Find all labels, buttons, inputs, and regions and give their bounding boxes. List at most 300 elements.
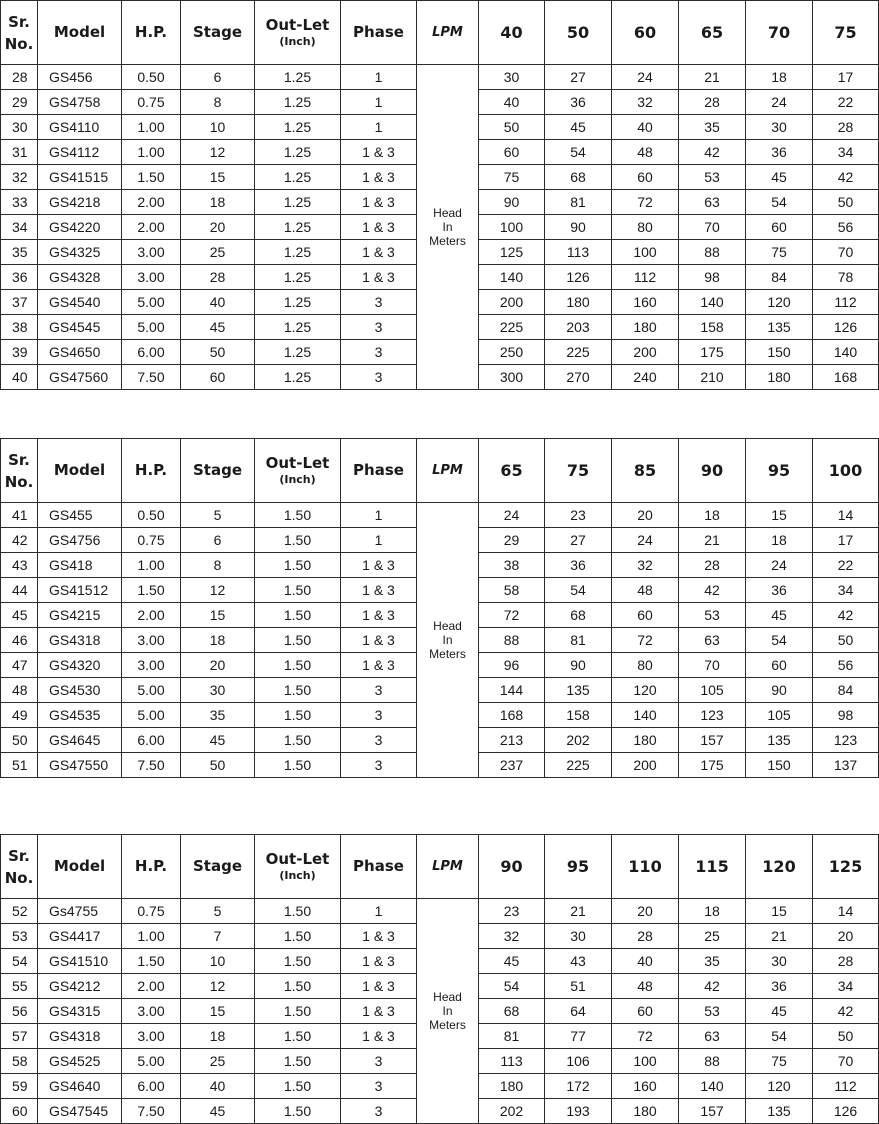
cell-phase: 1 & 3 xyxy=(341,240,417,265)
cell-head-value: 98 xyxy=(679,265,746,290)
cell-outlet: 1.25 xyxy=(255,140,341,165)
cell-stage: 12 xyxy=(181,974,255,999)
cell-outlet: 1.25 xyxy=(255,90,341,115)
cell-model: GS4215 xyxy=(38,603,122,628)
cell-head-value: 15 xyxy=(746,503,813,528)
cell-model: GS4318 xyxy=(38,628,122,653)
cell-head-value: 75 xyxy=(746,240,813,265)
header-no-label: No. xyxy=(4,868,34,887)
cell-outlet: 1.50 xyxy=(255,553,341,578)
cell-outlet: 1.50 xyxy=(255,1024,341,1049)
cell-stage: 25 xyxy=(181,1049,255,1074)
cell-stage: 6 xyxy=(181,65,255,90)
cell-outlet: 1.50 xyxy=(255,603,341,628)
cell-sr-no: 34 xyxy=(1,215,38,240)
cell-head-value: 88 xyxy=(679,240,746,265)
cell-head-value: 14 xyxy=(813,899,879,924)
header-lpm-value: 100 xyxy=(813,439,879,503)
cell-phase: 3 xyxy=(341,1099,417,1124)
head-unit-word: In xyxy=(442,633,453,647)
header-model: Model xyxy=(38,439,122,503)
cell-head-value: 36 xyxy=(746,578,813,603)
cell-phase: 1 xyxy=(341,503,417,528)
cell-head-value: 140 xyxy=(813,340,879,365)
head-unit-word: Meters xyxy=(429,647,466,661)
cell-head-value: 14 xyxy=(813,503,879,528)
cell-head-value: 112 xyxy=(813,1074,879,1099)
cell-outlet: 1.50 xyxy=(255,1049,341,1074)
cell-head-value: 53 xyxy=(679,603,746,628)
cell-outlet: 1.50 xyxy=(255,974,341,999)
cell-hp: 0.75 xyxy=(122,528,181,553)
cell-outlet: 1.25 xyxy=(255,315,341,340)
cell-head-value: 50 xyxy=(813,1024,879,1049)
cell-sr-no: 57 xyxy=(1,1024,38,1049)
cell-stage: 12 xyxy=(181,578,255,603)
cell-head-value: 112 xyxy=(813,290,879,315)
cell-stage: 18 xyxy=(181,190,255,215)
cell-phase: 1 & 3 xyxy=(341,949,417,974)
cell-head-value: 28 xyxy=(679,553,746,578)
cell-sr-no: 39 xyxy=(1,340,38,365)
cell-head-value: 36 xyxy=(746,140,813,165)
cell-phase: 3 xyxy=(341,703,417,728)
cell-stage: 30 xyxy=(181,678,255,703)
cell-stage: 45 xyxy=(181,315,255,340)
header-hp: H.P. xyxy=(122,439,181,503)
cell-sr-no: 30 xyxy=(1,115,38,140)
cell-stage: 15 xyxy=(181,999,255,1024)
cell-head-value: 40 xyxy=(612,949,679,974)
cell-head-value: 27 xyxy=(545,528,612,553)
cell-head-value: 157 xyxy=(679,1099,746,1124)
cell-head-in-meters xyxy=(417,899,479,1124)
cell-sr-no: 42 xyxy=(1,528,38,553)
cell-phase: 1 & 3 xyxy=(341,628,417,653)
cell-model: GS4110 xyxy=(38,115,122,140)
cell-stage: 12 xyxy=(181,140,255,165)
cell-head-value: 135 xyxy=(545,678,612,703)
cell-stage: 10 xyxy=(181,115,255,140)
cell-head-value: 168 xyxy=(813,365,879,390)
cell-outlet: 1.25 xyxy=(255,115,341,140)
cell-head-value: 100 xyxy=(612,1049,679,1074)
cell-model: GS4640 xyxy=(38,1074,122,1099)
cell-outlet: 1.50 xyxy=(255,999,341,1024)
cell-hp: 6.00 xyxy=(122,728,181,753)
cell-head-value: 35 xyxy=(679,115,746,140)
cell-sr-no: 45 xyxy=(1,603,38,628)
cell-head-value: 34 xyxy=(813,140,879,165)
cell-head-value: 45 xyxy=(479,949,545,974)
cell-outlet: 1.25 xyxy=(255,65,341,90)
cell-stage: 50 xyxy=(181,753,255,778)
cell-phase: 1 & 3 xyxy=(341,974,417,999)
cell-stage: 18 xyxy=(181,628,255,653)
cell-sr-no: 52 xyxy=(1,899,38,924)
header-phase: Phase xyxy=(341,1,417,65)
cell-outlet: 1.25 xyxy=(255,190,341,215)
cell-hp: 0.75 xyxy=(122,90,181,115)
cell-head-value: 21 xyxy=(746,924,813,949)
cell-head-value: 126 xyxy=(813,1099,879,1124)
cell-head-value: 24 xyxy=(612,65,679,90)
cell-phase: 3 xyxy=(341,678,417,703)
head-unit-word: In xyxy=(442,220,453,234)
cell-sr-no: 40 xyxy=(1,365,38,390)
cell-model: GS4645 xyxy=(38,728,122,753)
header-outlet-label: Out-Let xyxy=(265,16,330,34)
cell-outlet: 1.25 xyxy=(255,165,341,190)
cell-outlet: 1.50 xyxy=(255,924,341,949)
cell-sr-no: 49 xyxy=(1,703,38,728)
cell-hp: 2.00 xyxy=(122,974,181,999)
cell-hp: 2.00 xyxy=(122,190,181,215)
header-outlet xyxy=(255,439,341,503)
header-lpm-value: 50 xyxy=(545,1,612,65)
table-row xyxy=(1,899,879,924)
header-outlet-unit: (Inch) xyxy=(279,869,316,882)
cell-head-value: 225 xyxy=(545,753,612,778)
cell-head-value: 21 xyxy=(679,65,746,90)
cell-head-value: 21 xyxy=(545,899,612,924)
cell-head-value: 15 xyxy=(746,899,813,924)
header-hp: H.P. xyxy=(122,835,181,899)
header-lpm-value: 65 xyxy=(679,1,746,65)
cell-head-value: 42 xyxy=(679,578,746,603)
cell-head-value: 72 xyxy=(612,628,679,653)
cell-hp: 0.50 xyxy=(122,503,181,528)
cell-head-value: 160 xyxy=(612,290,679,315)
cell-phase: 1 & 3 xyxy=(341,578,417,603)
cell-head-value: 100 xyxy=(479,215,545,240)
cell-head-value: 18 xyxy=(746,65,813,90)
cell-phase: 3 xyxy=(341,340,417,365)
cell-head-value: 200 xyxy=(479,290,545,315)
header-lpm-value: 60 xyxy=(612,1,679,65)
cell-head-value: 225 xyxy=(479,315,545,340)
cell-head-value: 42 xyxy=(813,165,879,190)
header-lpm-value: 95 xyxy=(746,439,813,503)
cell-head-value: 157 xyxy=(679,728,746,753)
cell-hp: 0.50 xyxy=(122,65,181,90)
cell-head-value: 140 xyxy=(612,703,679,728)
cell-stage: 18 xyxy=(181,1024,255,1049)
cell-head-value: 63 xyxy=(679,628,746,653)
cell-head-value: 54 xyxy=(545,578,612,603)
cell-head-value: 45 xyxy=(746,999,813,1024)
cell-head-value: 180 xyxy=(479,1074,545,1099)
cell-head-value: 60 xyxy=(612,999,679,1024)
cell-head-value: 202 xyxy=(545,728,612,753)
cell-head-value: 180 xyxy=(612,1099,679,1124)
cell-head-value: 43 xyxy=(545,949,612,974)
cell-sr-no: 48 xyxy=(1,678,38,703)
cell-head-in-meters xyxy=(417,503,479,778)
cell-stage: 45 xyxy=(181,728,255,753)
cell-head-value: 126 xyxy=(545,265,612,290)
cell-head-value: 72 xyxy=(612,190,679,215)
cell-sr-no: 29 xyxy=(1,90,38,115)
cell-sr-no: 59 xyxy=(1,1074,38,1099)
cell-head-value: 32 xyxy=(612,90,679,115)
cell-sr-no: 35 xyxy=(1,240,38,265)
cell-head-value: 144 xyxy=(479,678,545,703)
cell-phase: 1 & 3 xyxy=(341,924,417,949)
cell-hp: 2.00 xyxy=(122,603,181,628)
cell-phase: 1 & 3 xyxy=(341,140,417,165)
cell-phase: 3 xyxy=(341,365,417,390)
header-lpm-value: 70 xyxy=(746,1,813,65)
cell-head-value: 81 xyxy=(479,1024,545,1049)
header-no-label: No. xyxy=(4,472,34,491)
cell-model: GS4325 xyxy=(38,240,122,265)
cell-model: GS4112 xyxy=(38,140,122,165)
cell-head-value: 45 xyxy=(545,115,612,140)
head-unit-word: Meters xyxy=(429,1018,466,1032)
cell-hp: 1.50 xyxy=(122,949,181,974)
cell-hp: 3.00 xyxy=(122,628,181,653)
header-stage: Stage xyxy=(181,439,255,503)
cell-model: GS4650 xyxy=(38,340,122,365)
header-lpm: LPM xyxy=(417,835,479,899)
cell-head-value: 35 xyxy=(679,949,746,974)
header-lpm-value: 90 xyxy=(679,439,746,503)
cell-sr-no: 54 xyxy=(1,949,38,974)
cell-head-value: 225 xyxy=(545,340,612,365)
cell-head-value: 27 xyxy=(545,65,612,90)
cell-model: GS418 xyxy=(38,553,122,578)
head-unit-word: In xyxy=(442,1004,453,1018)
cell-head-value: 180 xyxy=(612,315,679,340)
cell-head-value: 98 xyxy=(813,703,879,728)
cell-stage: 20 xyxy=(181,215,255,240)
cell-outlet: 1.50 xyxy=(255,528,341,553)
cell-stage: 8 xyxy=(181,90,255,115)
cell-hp: 3.00 xyxy=(122,653,181,678)
cell-head-value: 300 xyxy=(479,365,545,390)
cell-head-value: 54 xyxy=(746,628,813,653)
cell-hp: 1.00 xyxy=(122,924,181,949)
cell-head-value: 70 xyxy=(679,653,746,678)
cell-head-value: 25 xyxy=(679,924,746,949)
cell-head-value: 96 xyxy=(479,653,545,678)
cell-model: GS47545 xyxy=(38,1099,122,1124)
cell-head-value: 20 xyxy=(612,503,679,528)
cell-head-value: 81 xyxy=(545,628,612,653)
cell-outlet: 1.50 xyxy=(255,728,341,753)
cell-model: GS4525 xyxy=(38,1049,122,1074)
cell-head-value: 20 xyxy=(612,899,679,924)
cell-outlet: 1.25 xyxy=(255,265,341,290)
cell-head-value: 54 xyxy=(545,140,612,165)
cell-head-value: 180 xyxy=(545,290,612,315)
cell-stage: 40 xyxy=(181,290,255,315)
cell-head-value: 126 xyxy=(813,315,879,340)
cell-outlet: 1.25 xyxy=(255,240,341,265)
cell-head-value: 158 xyxy=(545,703,612,728)
cell-outlet: 1.50 xyxy=(255,753,341,778)
cell-head-value: 123 xyxy=(679,703,746,728)
cell-head-value: 70 xyxy=(813,1049,879,1074)
cell-head-value: 50 xyxy=(813,628,879,653)
cell-stage: 25 xyxy=(181,240,255,265)
cell-head-value: 180 xyxy=(612,728,679,753)
cell-head-value: 70 xyxy=(813,240,879,265)
cell-head-value: 70 xyxy=(679,215,746,240)
cell-head-value: 21 xyxy=(679,528,746,553)
cell-hp: 1.00 xyxy=(122,115,181,140)
cell-head-value: 63 xyxy=(679,190,746,215)
cell-head-value: 203 xyxy=(545,315,612,340)
cell-hp: 7.50 xyxy=(122,365,181,390)
header-lpm: LPM xyxy=(417,1,479,65)
cell-sr-no: 51 xyxy=(1,753,38,778)
cell-head-value: 120 xyxy=(612,678,679,703)
header-hp: H.P. xyxy=(122,1,181,65)
cell-head-value: 60 xyxy=(746,215,813,240)
cell-head-value: 106 xyxy=(545,1049,612,1074)
cell-model: GS455 xyxy=(38,503,122,528)
cell-model: GS4758 xyxy=(38,90,122,115)
cell-sr-no: 33 xyxy=(1,190,38,215)
cell-head-value: 17 xyxy=(813,65,879,90)
cell-phase: 1 & 3 xyxy=(341,165,417,190)
header-model: Model xyxy=(38,835,122,899)
header-row xyxy=(1,439,879,503)
table-row xyxy=(1,65,879,90)
cell-stage: 20 xyxy=(181,653,255,678)
cell-stage: 50 xyxy=(181,340,255,365)
cell-head-value: 32 xyxy=(479,924,545,949)
header-lpm-value: 90 xyxy=(479,835,545,899)
cell-head-value: 180 xyxy=(746,365,813,390)
header-lpm-value: 95 xyxy=(545,835,612,899)
cell-sr-no: 53 xyxy=(1,924,38,949)
header-lpm-value: 125 xyxy=(813,835,879,899)
cell-head-value: 60 xyxy=(612,165,679,190)
pump-spec-table-2 xyxy=(0,438,879,778)
cell-outlet: 1.25 xyxy=(255,365,341,390)
cell-head-value: 63 xyxy=(679,1024,746,1049)
cell-head-value: 84 xyxy=(813,678,879,703)
cell-head-value: 45 xyxy=(746,165,813,190)
cell-head-value: 30 xyxy=(545,924,612,949)
cell-head-value: 84 xyxy=(746,265,813,290)
cell-phase: 1 & 3 xyxy=(341,999,417,1024)
cell-head-value: 90 xyxy=(545,215,612,240)
cell-head-value: 42 xyxy=(679,140,746,165)
cell-head-value: 60 xyxy=(479,140,545,165)
cell-head-value: 40 xyxy=(612,115,679,140)
cell-head-value: 22 xyxy=(813,90,879,115)
cell-head-value: 80 xyxy=(612,215,679,240)
cell-phase: 1 & 3 xyxy=(341,190,417,215)
header-sr-label: Sr. xyxy=(8,12,30,31)
cell-head-value: 140 xyxy=(679,1074,746,1099)
cell-stage: 5 xyxy=(181,503,255,528)
cell-head-value: 60 xyxy=(746,653,813,678)
cell-stage: 40 xyxy=(181,1074,255,1099)
cell-head-value: 202 xyxy=(479,1099,545,1124)
header-sr-no xyxy=(1,835,38,899)
cell-head-value: 24 xyxy=(746,553,813,578)
cell-head-value: 28 xyxy=(813,115,879,140)
cell-head-value: 30 xyxy=(479,65,545,90)
cell-phase: 1 & 3 xyxy=(341,215,417,240)
head-unit-word: Head xyxy=(433,990,462,1004)
cell-head-value: 135 xyxy=(746,315,813,340)
header-row xyxy=(1,835,879,899)
cell-sr-no: 47 xyxy=(1,653,38,678)
cell-stage: 6 xyxy=(181,528,255,553)
cell-model: GS4218 xyxy=(38,190,122,215)
cell-head-value: 113 xyxy=(545,240,612,265)
cell-head-value: 42 xyxy=(679,974,746,999)
header-lpm-value: 110 xyxy=(612,835,679,899)
cell-sr-no: 31 xyxy=(1,140,38,165)
cell-head-value: 50 xyxy=(479,115,545,140)
cell-head-in-meters xyxy=(417,65,479,390)
cell-sr-no: 44 xyxy=(1,578,38,603)
cell-head-value: 18 xyxy=(679,899,746,924)
cell-hp: 5.00 xyxy=(122,315,181,340)
cell-head-value: 150 xyxy=(746,340,813,365)
cell-sr-no: 58 xyxy=(1,1049,38,1074)
cell-outlet: 1.50 xyxy=(255,1099,341,1124)
cell-head-value: 78 xyxy=(813,265,879,290)
cell-head-value: 135 xyxy=(746,1099,813,1124)
cell-stage: 60 xyxy=(181,365,255,390)
cell-head-value: 54 xyxy=(479,974,545,999)
cell-phase: 1 & 3 xyxy=(341,603,417,628)
header-outlet xyxy=(255,835,341,899)
cell-head-value: 42 xyxy=(813,999,879,1024)
cell-head-value: 50 xyxy=(813,190,879,215)
cell-head-value: 53 xyxy=(679,165,746,190)
cell-model: GS456 xyxy=(38,65,122,90)
cell-head-value: 172 xyxy=(545,1074,612,1099)
cell-model: GS4540 xyxy=(38,290,122,315)
header-no-label: No. xyxy=(4,34,34,53)
cell-head-value: 45 xyxy=(746,603,813,628)
header-outlet-label: Out-Let xyxy=(265,850,330,868)
cell-stage: 7 xyxy=(181,924,255,949)
cell-model: GS41515 xyxy=(38,165,122,190)
cell-model: GS41510 xyxy=(38,949,122,974)
cell-head-value: 48 xyxy=(612,140,679,165)
cell-head-value: 56 xyxy=(813,215,879,240)
cell-sr-no: 56 xyxy=(1,999,38,1024)
header-lpm-value: 115 xyxy=(679,835,746,899)
cell-model: Gs4755 xyxy=(38,899,122,924)
cell-head-value: 90 xyxy=(479,190,545,215)
cell-stage: 15 xyxy=(181,603,255,628)
cell-outlet: 1.50 xyxy=(255,578,341,603)
header-sr-no xyxy=(1,439,38,503)
cell-head-value: 75 xyxy=(746,1049,813,1074)
table-row xyxy=(1,503,879,528)
cell-sr-no: 46 xyxy=(1,628,38,653)
cell-head-value: 36 xyxy=(545,90,612,115)
cell-hp: 1.50 xyxy=(122,578,181,603)
cell-head-value: 28 xyxy=(679,90,746,115)
cell-head-value: 30 xyxy=(746,115,813,140)
cell-head-value: 48 xyxy=(612,974,679,999)
cell-outlet: 1.25 xyxy=(255,340,341,365)
header-model: Model xyxy=(38,1,122,65)
cell-head-value: 68 xyxy=(545,165,612,190)
